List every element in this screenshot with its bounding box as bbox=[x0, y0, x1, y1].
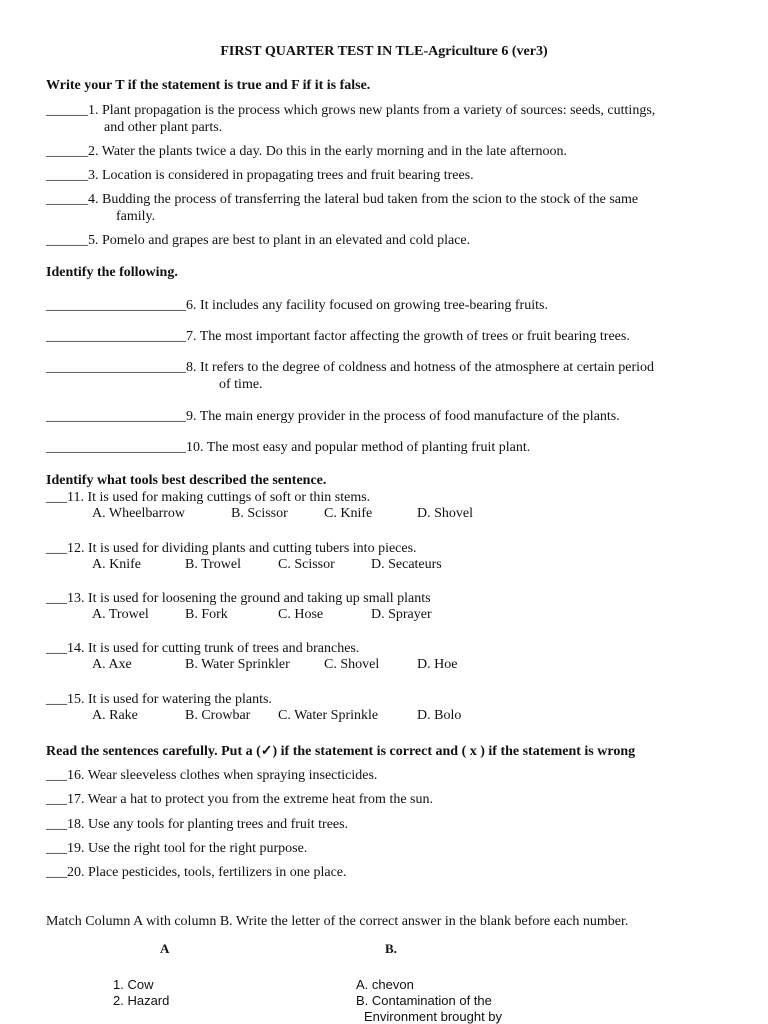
question-text: 14. It is used for cutting trunk of trees and branches. bbox=[67, 641, 360, 656]
list-item bbox=[46, 840, 721, 857]
list-item bbox=[46, 408, 721, 425]
choice-d: D. Bolo bbox=[417, 708, 462, 723]
list-item bbox=[46, 232, 721, 249]
choice-b: B. Fork bbox=[185, 607, 228, 622]
question-text: 4. Budding the process of transferring the lateral bud taken from the scion to the stock of the same bbox=[88, 192, 639, 207]
question-text: 2. Water the plants twice a day. Do this in the early morning and in the late afternoon. bbox=[88, 144, 568, 159]
list-item bbox=[46, 297, 721, 314]
question-text: 13. It is used for loosening the ground and taking up small plants bbox=[67, 591, 431, 606]
choice-b: B. Trowel bbox=[185, 557, 242, 572]
question-text: 10. The most easy and popular method of planting fruit plant. bbox=[186, 440, 531, 455]
answer-blank[interactable]: ___ bbox=[46, 792, 67, 807]
choice-c: C. Knife bbox=[324, 506, 373, 521]
choice-d: D. Secateurs bbox=[371, 557, 442, 572]
answer-blank[interactable]: ______ bbox=[46, 233, 88, 248]
list-item bbox=[46, 102, 721, 136]
choice-b: B. Crowbar bbox=[185, 708, 251, 723]
list-item bbox=[46, 489, 721, 506]
choice-c: C. Scissor bbox=[278, 557, 335, 572]
question-text: 3. Location is considered in propagating trees and fruit bearing trees. bbox=[88, 168, 474, 183]
answer-blank[interactable]: ___ bbox=[46, 841, 67, 856]
list-item bbox=[46, 540, 721, 557]
list-item bbox=[46, 816, 721, 833]
list-item bbox=[46, 328, 721, 345]
list-item bbox=[46, 590, 721, 607]
answer-blank[interactable]: ___ bbox=[46, 490, 67, 505]
choice-d: D. Shovel bbox=[417, 506, 473, 521]
list-item bbox=[46, 864, 721, 881]
section1-instruction: Write your T if the statement is true and F if it is false. bbox=[46, 78, 371, 93]
list-item bbox=[46, 439, 721, 456]
question-text: 11. It is used for making cuttings of soft or thin stems. bbox=[67, 490, 371, 505]
choice-a: A. Trowel bbox=[92, 607, 149, 622]
question-text: 17. Wear a hat to protect you from the extreme heat from the sun. bbox=[67, 792, 433, 807]
list-item bbox=[46, 791, 721, 808]
question-text: 1. Plant propagation is the process which grows new plants from a variety of sources: seeds, cuttings, bbox=[88, 103, 656, 118]
answer-blank[interactable]: ____________________ bbox=[46, 440, 186, 455]
answer-blank[interactable]: ____________________ bbox=[46, 329, 186, 344]
list-item bbox=[46, 640, 721, 657]
answer-blank[interactable]: ______ bbox=[46, 168, 88, 183]
question-text-continued: of time. bbox=[219, 377, 263, 392]
choice-a: A. Rake bbox=[92, 708, 138, 723]
question-text: 19. Use the right tool for the right purpose. bbox=[67, 841, 308, 856]
answer-blank[interactable]: ____________________ bbox=[46, 298, 186, 313]
question-text: 20. Place pesticides, tools, fertilizers in one place. bbox=[67, 865, 347, 880]
question-text: 6. It includes any facility focused on growing tree-bearing fruits. bbox=[186, 298, 548, 313]
page-title: FIRST QUARTER TEST IN TLE-Agriculture 6 (ver3) bbox=[220, 44, 548, 59]
choice-a: A. Axe bbox=[92, 657, 132, 672]
list-item bbox=[46, 359, 721, 393]
column-a-item: 1. Cow bbox=[113, 977, 154, 992]
question-text: 12. It is used for dividing plants and cutting tubers into pieces. bbox=[67, 541, 417, 556]
answer-blank[interactable]: ____________________ bbox=[46, 360, 186, 375]
question-text: 8. It refers to the degree of coldness and hotness of the atmosphere at certain period bbox=[186, 360, 655, 375]
list-item bbox=[46, 691, 721, 708]
choice-d: D. Hoe bbox=[417, 657, 458, 672]
section5-instruction: Match Column A with column B. Write the letter of the correct answer in the blank before each number. bbox=[46, 914, 629, 929]
answer-blank[interactable]: ___ bbox=[46, 865, 67, 880]
section2-instruction: Identify the following. bbox=[46, 265, 178, 280]
question-text: 5. Pomelo and grapes are best to plant in an elevated and cold place. bbox=[88, 233, 471, 248]
answer-blank[interactable]: ___ bbox=[46, 591, 67, 606]
column-b-item-continued: Environment brought by bbox=[364, 1009, 503, 1024]
answer-blank[interactable]: ______ bbox=[46, 144, 88, 159]
section4-instruction: Read the sentences carefully. Put a (✓) if the statement is correct and ( x ) if the statement is wrong bbox=[46, 744, 636, 759]
answer-blank[interactable]: ___ bbox=[46, 541, 67, 556]
answer-blank[interactable]: ___ bbox=[46, 641, 67, 656]
choice-d: D. Sprayer bbox=[371, 607, 432, 622]
choice-c: C. Shovel bbox=[324, 657, 380, 672]
question-text: 16. Wear sleeveless clothes when spraying insecticides. bbox=[67, 768, 378, 783]
question-text: 7. The most important factor affecting the growth of trees or fruit bearing trees. bbox=[186, 329, 630, 344]
column-b-item: A. chevon bbox=[356, 977, 414, 992]
answer-blank[interactable]: ______ bbox=[46, 103, 88, 118]
list-item bbox=[46, 167, 721, 184]
choice-c: C. Hose bbox=[278, 607, 324, 622]
column-b-header: B. bbox=[385, 941, 397, 956]
answer-blank[interactable]: ___ bbox=[46, 768, 67, 783]
answer-blank[interactable]: ___ bbox=[46, 817, 67, 832]
question-text: 18. Use any tools for planting trees and fruit trees. bbox=[67, 817, 349, 832]
answer-blank[interactable]: ______ bbox=[46, 192, 88, 207]
column-b-item: B. Contamination of the bbox=[356, 993, 492, 1008]
answer-blank[interactable]: ___ bbox=[46, 692, 67, 707]
question-text-continued: family. bbox=[116, 209, 156, 224]
question-text-continued: and other plant parts. bbox=[104, 120, 223, 135]
answer-blank[interactable]: ____________________ bbox=[46, 409, 186, 424]
choice-a: A. Wheelbarrow bbox=[92, 506, 186, 521]
list-item bbox=[46, 767, 721, 784]
question-text: 9. The main energy provider in the process of food manufacture of the plants. bbox=[186, 409, 620, 424]
section3-instruction: Identify what tools best described the sentence. bbox=[46, 473, 327, 488]
choice-b: B. Water Sprinkler bbox=[185, 657, 290, 672]
choice-a: A. Knife bbox=[92, 557, 141, 572]
column-a-item: 2. Hazard bbox=[113, 993, 170, 1008]
column-a-header: A bbox=[160, 941, 170, 956]
question-text: 15. It is used for watering the plants. bbox=[67, 692, 272, 707]
list-item bbox=[46, 191, 721, 225]
choice-b: B. Scissor bbox=[231, 506, 288, 521]
choice-c: C. Water Sprinkle bbox=[278, 708, 379, 723]
list-item bbox=[46, 143, 721, 160]
